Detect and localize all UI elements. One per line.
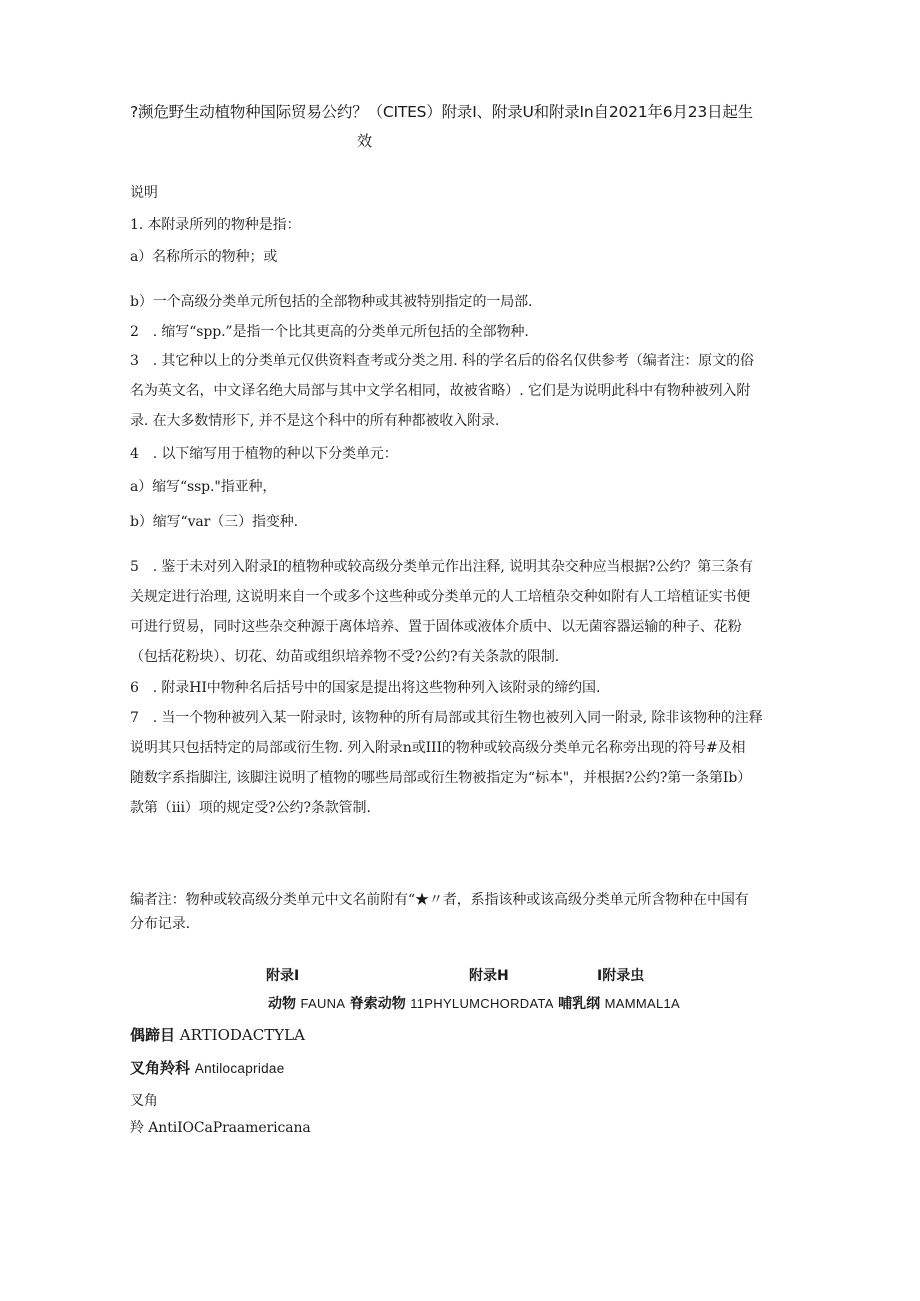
- note-line: 名为英文名，中文译名绝大局部与其中文学名相同，故被省略）. 它们是为说明此科中有物种被列入附: [130, 383, 751, 399]
- species-en: AntiIOCaPraamericana: [148, 1120, 311, 1136]
- family-line: [130, 1057, 285, 1078]
- species-line2: [130, 1117, 311, 1137]
- notes-heading: 说明: [130, 185, 158, 201]
- document-title-line2: 效: [357, 132, 373, 150]
- editor-note-line2: 分布记录.: [130, 916, 190, 932]
- note-line: a）名称所示的物种；或: [130, 249, 278, 265]
- note-line: 说明其只包括特定的局部或衍生物. 列入附录n或III的物种或较高级分类单元名称旁出现的符号#及相: [130, 740, 746, 756]
- species-cn-line1: 叉角: [130, 1093, 158, 1109]
- note-line: 2 . 缩写“spp.”是指一个比其更高的分类单元所包括的全部物种.: [130, 324, 529, 340]
- classification-line: [268, 993, 680, 1013]
- order-en: ARTIODACTYLA: [179, 1026, 305, 1044]
- phylum-cn: 脊索动物: [349, 996, 406, 1012]
- class-cn: 哺乳纲: [558, 996, 601, 1012]
- class-en: MAMMAL1A: [604, 996, 680, 1011]
- kingdom-en: FAUNA: [300, 996, 346, 1011]
- family-en: Antilocapridae: [194, 1061, 285, 1076]
- order-line: [130, 1024, 305, 1045]
- note-line: 1. 本附录所列的物种是指：: [130, 217, 301, 233]
- species-cn-line2: 羚: [130, 1120, 144, 1136]
- appendix-i-header: 附录I: [266, 968, 300, 984]
- document-title-line1: ?濒危野生动植物种国际贸易公约？（CITES）附录I、附录U和附录In自2021年6月23日起生: [130, 103, 753, 121]
- note-line: 录. 在大多数情形下, 并不是这个科中的所有种都被收入附录.: [130, 413, 500, 429]
- family-cn: 叉角羚科: [130, 1059, 191, 1077]
- note-line: 关规定进行治理, 这说明来自一个或多个这些种或分类单元的人工培植杂交种如附有人工培植证实书便: [130, 589, 751, 605]
- phylum-en: 11PHYLUMCHORDATA: [410, 996, 554, 1011]
- note-line: 3 . 其它种以上的分类单元仅供资料查考或分类之用. 科的学名后的俗名仅供参考（编者注：原文的俗: [130, 353, 754, 369]
- note-line: 4 . 以下缩写用于植物的种以下分类单元：: [130, 446, 398, 462]
- note-line: b）缩写“var（三）指变种.: [130, 514, 299, 530]
- note-line: b）一个高级分类单元所包括的全部物种或其被特别指定的一局部.: [130, 294, 533, 310]
- appendix-iii-header: I附录虫: [597, 968, 645, 984]
- kingdom-cn: 动物: [268, 996, 296, 1012]
- note-line: 5 . 鉴于未对列入附录I的植物种或较高级分类单元作出注释, 说明其杂交种应当根据?公约？第三条有: [130, 559, 753, 575]
- note-line: 7 . 当一个物种被列入某一附录时, 该物种的所有局部或其衍生物也被列入同一附录, 除非该物种的注释: [130, 710, 763, 726]
- note-line: a）缩写“ssp."指亚种，: [130, 479, 277, 495]
- note-line: 6 . 附录HI中物种名后括号中的国家是提出将这些物种列入该附录的缔约国.: [130, 680, 601, 696]
- order-cn: 偶蹄目: [130, 1026, 176, 1044]
- note-line: 款第（iii）项的规定受?公约?条款管制.: [130, 800, 371, 816]
- appendix-ii-header: 附录H: [469, 968, 509, 984]
- note-line: 随数字系指脚注, 该脚注说明了植物的哪些局部或衍生物被指定为“标本"，并根据?公约?第一条第Ib）: [130, 770, 752, 786]
- editor-note-line1: 编者注：物种或较高级分类单元中文名前附有“★〃者，系指该种或该高级分类单元所含物种在中国有: [130, 892, 749, 908]
- note-line: （包括花粉块）、切花、幼苗或组织培养物不受?公约?有关条款的限制.: [130, 649, 560, 665]
- note-line: 可进行贸易，同时这些杂交种源于离体培养、置于固体或液体介质中、以无菌容器运输的种子、花粉: [130, 619, 742, 635]
